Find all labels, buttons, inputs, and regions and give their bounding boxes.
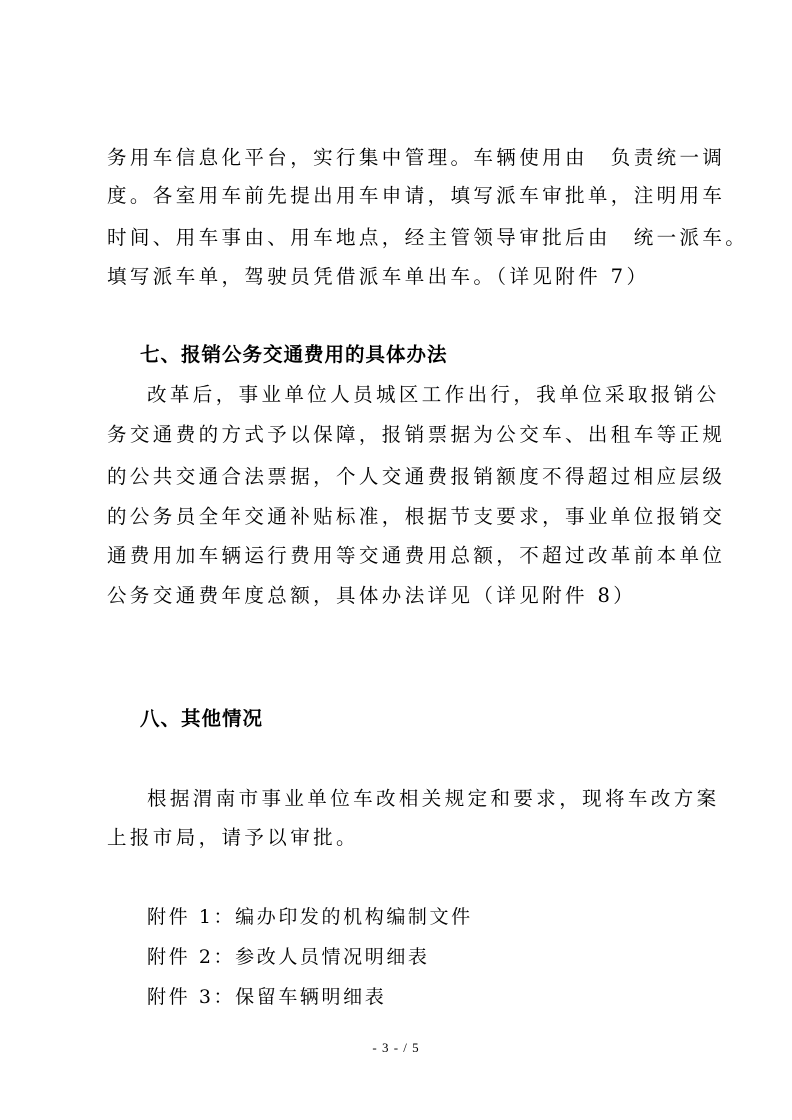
attachment-item: 附件 2：参改人员情况明细表: [147, 946, 430, 968]
paragraph-line: 的公务员全年交通补贴标准，根据节支要求，事业单位报销交: [107, 505, 726, 528]
paragraph-line: 根据渭南市事业单位车改相关规定和要求，现将车改方案: [147, 787, 720, 810]
paragraph-line: 度。各室用车前先提出用车申请，填写派车审批单，注明用车: [107, 184, 726, 207]
section-heading-7: 七、报销公务交通费用的具体办法: [140, 343, 448, 366]
paragraph-line: 务交通费的方式予以保障，报销票据为公交车、出租车等正规: [107, 423, 726, 446]
paragraph-line: 填写派车单，驾驶员凭借派车单出车。（详见附件 7）: [107, 265, 650, 288]
paragraph-line: 改革后，事业单位人员城区工作出行，我单位采取报销公: [147, 383, 720, 406]
attachment-item: 附件 1：编办印发的机构编制文件: [147, 906, 473, 928]
page-number: - 3 - / 5: [372, 1040, 420, 1055]
paragraph-line: 上报市局，请予以审批。: [107, 826, 359, 849]
paragraph-line: 时间、用车事由、用车地点，经主管领导审批后由 统一派车。: [107, 226, 749, 249]
paragraph-line: 通费用加车辆运行费用等交通费用总额，不超过改革前本单位: [107, 544, 726, 567]
paragraph-line: 务用车信息化平台，实行集中管理。车辆使用由 负责统一调: [107, 146, 726, 169]
section-heading-8: 八、其他情况: [140, 707, 264, 730]
attachment-item: 附件 3：保留车辆明细表: [147, 986, 387, 1008]
paragraph-line: 的公共交通合法票据，个人交通费报销额度不得超过相应层级: [107, 465, 726, 488]
paragraph-line: 公务交通费年度总额，具体办法详见（详见附件 8）: [107, 584, 637, 607]
